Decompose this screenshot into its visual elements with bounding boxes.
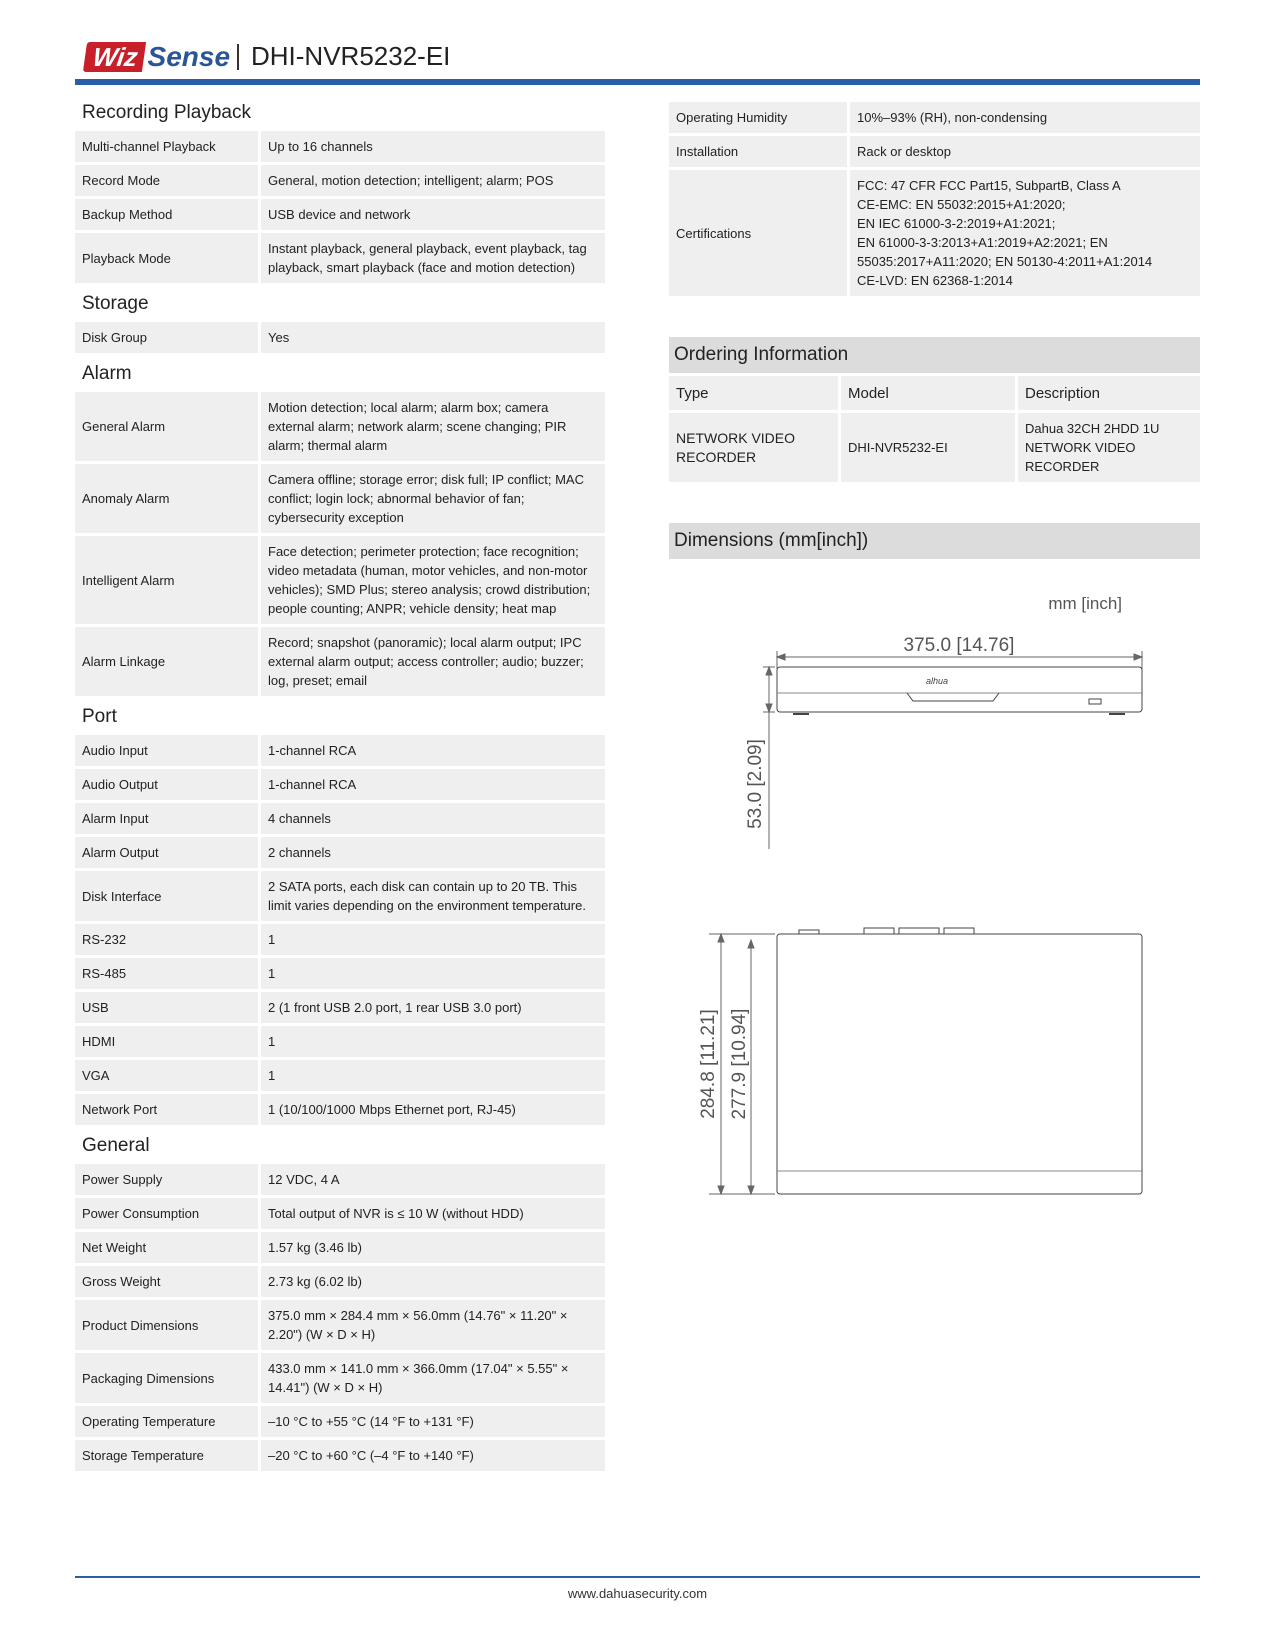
spec-row [75,199,605,230]
ordering-header-description: Description [1015,376,1200,410]
spec-value: 1 [261,958,605,989]
section-title: Port [82,706,117,727]
spec-value: 2 SATA ports, each disk can contain up to 20 TB. This limit varies depending on the environment temperature. [261,871,605,921]
spec-label: Multi-channel Playback [75,131,261,162]
spec-table [75,389,605,699]
spec-row [75,1026,605,1057]
spec-label: Installation [669,136,850,167]
page-header [75,36,1200,78]
spec-value: General, motion detection; intelligent; alarm; POS [261,165,605,196]
logo-wiz: Wiz [83,42,146,72]
spec-label: Backup Method [75,199,261,230]
spec-row [669,170,1200,296]
spec-label: Alarm Input [75,803,261,834]
header-rule [75,79,1200,85]
spec-row [75,1266,605,1297]
section-title: Recording Playback [82,102,251,123]
spec-label: USB [75,992,261,1023]
spec-value-line: Rack or desktop [857,144,951,159]
spec-value-line: 10%–93% (RH), non-condensing [857,110,1048,125]
spec-row [75,1353,605,1403]
spec-row [75,1198,605,1229]
spec-label: Audio Output [75,769,261,800]
spec-value: 4 channels [261,803,605,834]
logo-sense: Sense [147,41,231,72]
ordering-row [669,413,1200,482]
spec-value: –10 °C to +55 °C (14 °F to +131 °F) [261,1406,605,1437]
spec-row [75,464,605,533]
spec-value: 2 (1 front USB 2.0 port, 1 rear USB 3.0 port) [261,992,605,1023]
spec-value [850,170,1200,296]
spec-value: 375.0 mm × 284.4 mm × 56.0mm (14.76" × 11.20" × 2.20") (W × D × H) [261,1300,605,1350]
spec-row [75,627,605,696]
spec-table [75,732,605,1128]
spec-value: 1 [261,924,605,955]
spec-label: Power Consumption [75,1198,261,1229]
spec-label: Disk Group [75,322,261,353]
spec-label: Playback Mode [75,233,261,283]
spec-value: Up to 16 channels [261,131,605,162]
header-divider [237,44,239,70]
spec-value: Instant playback, general playback, event playback, tag playback, smart playback (face and motion detection) [261,233,605,283]
spec-label: Disk Interface [75,871,261,921]
ordering-header-model: Model [838,376,1015,410]
spec-label: General Alarm [75,392,261,461]
spec-table [75,319,605,356]
spec-row [75,769,605,800]
spec-label: Net Weight [75,1232,261,1263]
spec-row [75,131,605,162]
spec-value [850,102,1200,133]
spec-label: Operating Temperature [75,1406,261,1437]
spec-label: Packaging Dimensions [75,1353,261,1403]
spec-value: 1.57 kg (3.46 lb) [261,1232,605,1263]
spec-label: VGA [75,1060,261,1091]
width-label: 375.0 [14.76] [903,635,1015,656]
spec-row [75,322,605,353]
spec-label: Network Port [75,1094,261,1125]
spec-label: Anomaly Alarm [75,464,261,533]
spec-value-line: EN 61000-3-3:2013+A1:2019+A2:2021; EN [857,235,1108,250]
ordering-model: DHI-NVR5232-EI [838,413,1015,482]
spec-row [75,233,605,283]
spec-row [75,992,605,1023]
spec-label: Gross Weight [75,1266,261,1297]
section-title: Storage [82,293,149,314]
spec-value: Face detection; perimeter protection; face recognition; video metadata (human, motor vehicles, and non-motor vehicles); SMD Plus; stereo analysis; crowd distribution; people counting; ANPR; vehicle density; heat map [261,536,605,624]
spec-label: RS-232 [75,924,261,955]
spec-row [75,803,605,834]
ordering-header-type: Type [669,376,838,410]
depth-outer-label: 284.8 [11.21] [698,1009,719,1119]
spec-value-line: CE-EMC: EN 55032:2015+A1:2020; [857,197,1066,212]
spec-value: Record; snapshot (panoramic); local alarm output; IPC external alarm output; access controller; audio; buzzer; log, preset; email [261,627,605,696]
spec-row [75,924,605,955]
spec-row [75,1094,605,1125]
spec-value: –20 °C to +60 °C (–4 °F to +140 °F) [261,1440,605,1471]
section-title: General [82,1135,150,1156]
spec-label: Intelligent Alarm [75,536,261,624]
spec-row [75,392,605,461]
dimensions-title: Dimensions (mm[inch]) [669,523,1200,559]
environment-table [669,99,1200,299]
spec-row [669,136,1200,167]
spec-value: Motion detection; local alarm; alarm box; camera external alarm; network alarm; scene changing; PIR alarm; thermal alarm [261,392,605,461]
spec-label: HDMI [75,1026,261,1057]
spec-row [75,165,605,196]
front-view-body [777,667,1142,712]
top-view-body [777,934,1142,1194]
spec-row [75,837,605,868]
spec-label: Alarm Linkage [75,627,261,696]
dimension-unit: mm [inch] [1048,594,1122,613]
spec-value: 12 VDC, 4 A [261,1164,605,1195]
spec-value: 1 [261,1060,605,1091]
spec-label: Audio Input [75,735,261,766]
spec-value: Camera offline; storage error; disk full; IP conflict; MAC conflict; login lock; abnormal behavior of fan; cybersecurity exception [261,464,605,533]
spec-row [75,1300,605,1350]
spec-value: Total output of NVR is ≤ 10 W (without HDD) [261,1198,605,1229]
ordering-type: NETWORK VIDEO RECORDER [669,413,838,482]
height-label: 53.0 [2.09] [745,739,766,829]
spec-left-column [75,95,605,1474]
spec-row [75,1060,605,1091]
spec-value: 2.73 kg (6.02 lb) [261,1266,605,1297]
model-title: DHI-NVR5232-EI [251,41,451,71]
spec-label: Storage Temperature [75,1440,261,1471]
spec-right-column [669,102,1200,1219]
depth-inner-label: 277.9 [10.94] [729,1008,750,1120]
spec-row [75,958,605,989]
spec-value: 1-channel RCA [261,735,605,766]
spec-label: Operating Humidity [669,102,850,133]
spec-value: 433.0 mm × 141.0 mm × 366.0mm (17.04" × 5.55" × 14.41") (W × D × H) [261,1353,605,1403]
spec-row [75,871,605,921]
spec-value-line: FCC: 47 CFR FCC Part15, SubpartB, Class A [857,178,1121,193]
spec-label: Certifications [669,170,850,296]
spec-value: USB device and network [261,199,605,230]
footer-rule [75,1576,1200,1578]
section-title: Alarm [82,363,132,384]
spec-value-line: EN IEC 61000-3-2:2019+A1:2021; [857,216,1056,231]
spec-row [75,1406,605,1437]
spec-row [75,1440,605,1471]
spec-row [75,735,605,766]
spec-value: 1 [261,1026,605,1057]
ordering-description: Dahua 32CH 2HDD 1U NETWORK VIDEO RECORDER [1015,413,1200,482]
footer-url: www.dahuasecurity.com [567,1586,708,1601]
spec-value: 2 channels [261,837,605,868]
spec-table [75,128,605,286]
spec-value: 1-channel RCA [261,769,605,800]
spec-value: 1 (10/100/1000 Mbps Ethernet port, RJ-45) [261,1094,605,1125]
spec-label: Alarm Output [75,837,261,868]
ordering-header-row [669,376,1200,410]
spec-row [669,102,1200,133]
ordering-title: Ordering Information [669,337,1200,373]
dimension-drawings [669,559,1200,1219]
spec-value [850,136,1200,167]
spec-row [75,1164,605,1195]
spec-value-line: 55035:2017+A11:2020; EN 50130-4:2011+A1:2014 [857,254,1153,269]
wizsense-logo [85,40,230,74]
spec-label: Power Supply [75,1164,261,1195]
spec-table [75,1161,605,1474]
spec-value-line: CE-LVD: EN 62368-1:2014 [857,273,1013,288]
ordering-table [669,373,1200,485]
spec-row [75,1232,605,1263]
spec-row [75,536,605,624]
spec-label: Product Dimensions [75,1300,261,1350]
spec-label: RS-485 [75,958,261,989]
front-logo: alhua [925,676,949,686]
spec-label: Record Mode [75,165,261,196]
spec-value: Yes [261,322,605,353]
